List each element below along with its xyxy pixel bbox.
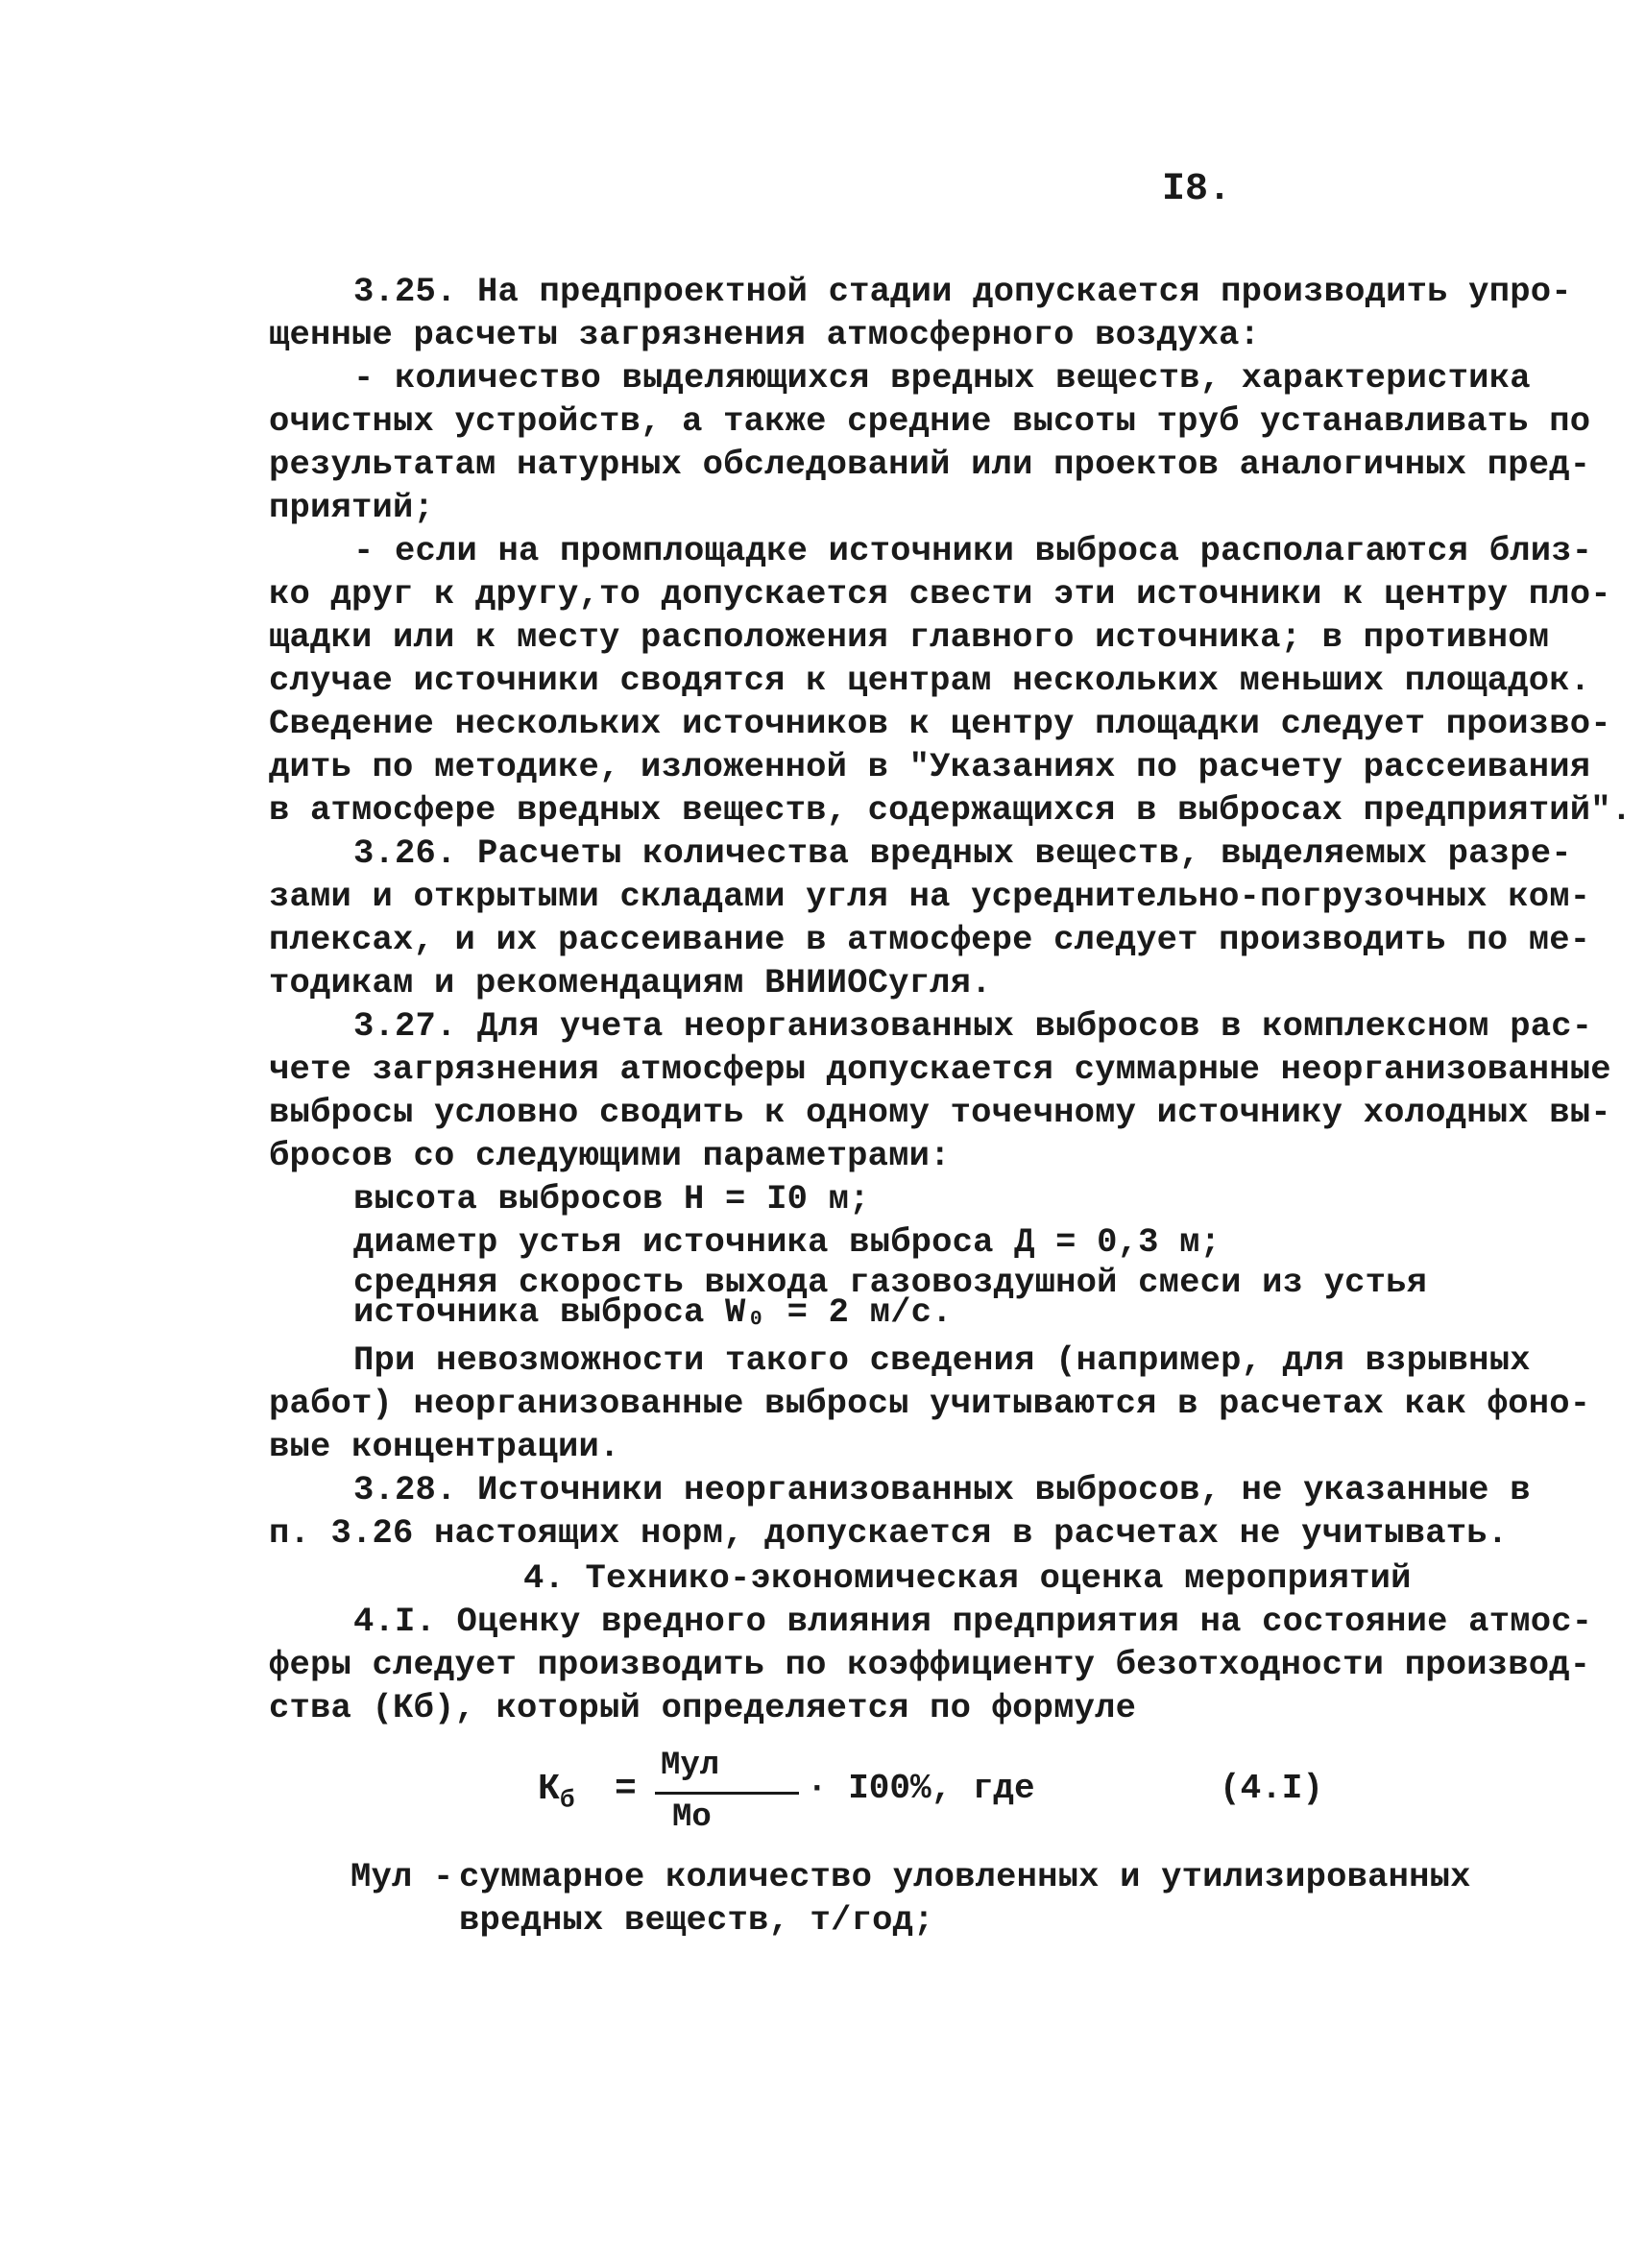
text-line: щенные расчеты загрязнения атмосферного воздуха: (269, 315, 1261, 354)
text-line: 4.I. Оценку вредного влияния предприятия на состояние атмос- (353, 1602, 1593, 1641)
text-line: п. 3.26 настоящих норм, допускается в расчетах не учитывать. (269, 1513, 1509, 1553)
text-line: плексах, и их рассеивание в атмосфере следует производить по ме- (269, 920, 1591, 959)
text-line: - если на промплощадке источники выброса располагаются близ- (353, 531, 1593, 570)
formula-4-1 (538, 1748, 1325, 1853)
text-line: 3.25. На предпроектной стадии допускается производить упро- (353, 272, 1572, 311)
section-heading: 4. Технико-экономическая оценка мероприятий (523, 1558, 1412, 1598)
text-line: источника выброса W₀ = 2 м/с. (353, 1292, 953, 1332)
text-line: зами и открытыми складами угля на усреднительно-погрузочных ком- (269, 877, 1591, 916)
text-line: щадки или к месту расположения главного источника; в противном (269, 617, 1550, 657)
text-line: тодикам и рекомендациям ВНИИОСугля. (269, 963, 992, 1002)
text-line: очистных устройств, а также средние высоты труб устанавливать по (269, 401, 1591, 441)
text-line: в атмосфере вредных веществ, содержащихся в выбросах предприятий". (269, 790, 1633, 830)
text-line: работ) неорганизованные выбросы учитываются в расчетах как фоно- (269, 1384, 1591, 1423)
definition-term: Мул - (351, 1857, 454, 1896)
definition-text: вредных веществ, т/год; (459, 1900, 934, 1940)
text-line: Сведение нескольких источников к центру площадки следует произво- (269, 704, 1611, 743)
text-line: 3.26. Расчеты количества вредных веществ, выделяемых разре- (353, 833, 1572, 873)
text-line: дить по методике, изложенной в "Указаниях по расчету рассеивания (269, 747, 1591, 786)
text-line: - количество выделяющихся вредных веществ, характеристика (353, 358, 1531, 398)
text-line: 3.28. Источники неорганизованных выбросов, не указанные в (353, 1470, 1531, 1509)
formula-number: (4.I) (1220, 1769, 1324, 1808)
formula-numerator: Мул (661, 1748, 720, 1784)
text-line: ко друг к другу,то допускается свести эти источники к центру пло- (269, 574, 1611, 614)
text-line: приятий; (269, 488, 435, 527)
text-line: высота выбросов Н = I0 м; (353, 1179, 870, 1218)
text-line: 3.27. Для учета неорганизованных выбросов в комплексном рас- (353, 1006, 1593, 1046)
page-number: I8. (1162, 168, 1232, 211)
text-line: феры следует производить по коэффициенту безотходности производ- (269, 1645, 1591, 1684)
text-line: диаметр устья источника выброса Д = 0,3 м; (353, 1222, 1222, 1262)
text-line: чете загрязнения атмосферы допускается суммарные неорганизованные (269, 1050, 1611, 1089)
formula-multiplier: · I00%, где (807, 1769, 1035, 1808)
text-line: При невозможности такого сведения (например, для взрывных (353, 1340, 1531, 1380)
text-line: случае источники сводятся к центрам нескольких меньших площадок. (269, 661, 1591, 700)
text-line: бросов со следующими параметрами: (269, 1136, 951, 1175)
formula-lhs: $К_б$ (538, 1769, 575, 1815)
text-line: выбросы условно сводить к одному точечному источнику холодных вы- (269, 1093, 1611, 1132)
text-line: средняя скорость выхода газовоздушной смеси из устья (353, 1263, 1428, 1302)
definition-text: суммарное количество уловленных и утилизированных (459, 1857, 1471, 1896)
formula-denominator: Мо (672, 1799, 712, 1836)
text-line: результатам натурных обследований или проектов аналогичных пред- (269, 445, 1591, 484)
text-line: вые концентрации. (269, 1427, 620, 1466)
formula-equals: = (615, 1769, 637, 1810)
text-line: ства (Кб), который определяется по формуле (269, 1688, 1137, 1727)
fraction-bar (655, 1792, 799, 1795)
